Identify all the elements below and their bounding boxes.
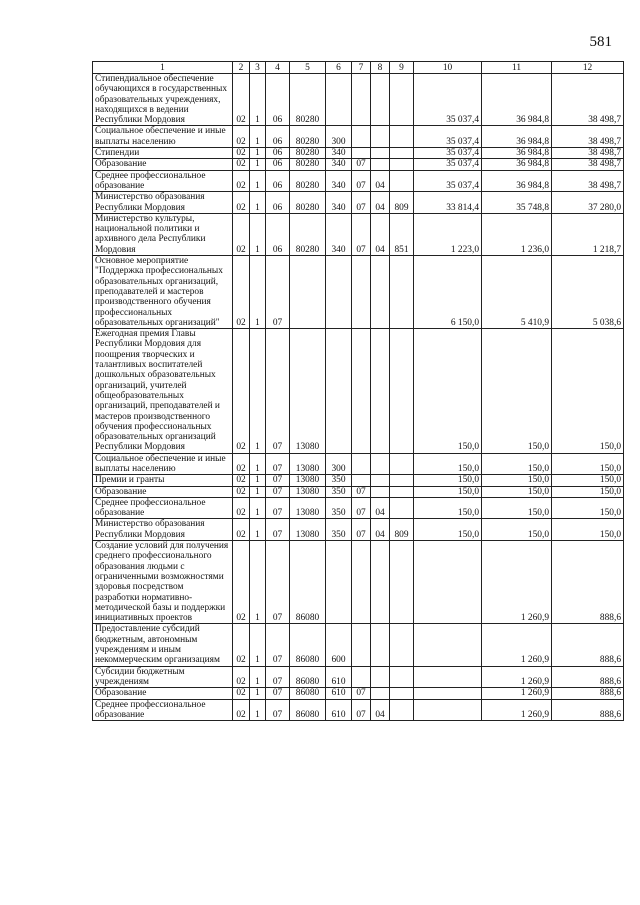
code-cell: 1	[250, 192, 266, 214]
amount-cell: 35 037,4	[414, 126, 482, 148]
table-row	[93, 699, 624, 721]
table-row	[93, 126, 624, 148]
amount-cell: 150,0	[552, 519, 624, 541]
table-row	[93, 688, 624, 699]
code-cell	[290, 256, 326, 329]
code-cell	[352, 148, 371, 159]
table-row	[93, 541, 624, 624]
code-cell	[352, 541, 371, 624]
code-cell: 80280	[290, 170, 326, 192]
amount-cell: 35 037,4	[414, 159, 482, 170]
row-name-cell: Основное мероприятие "Поддержка профессиональных образовательных организаций, преподавателей и мастеров производственного обучения профессиональных образовательных организаций"	[93, 256, 233, 329]
code-cell: 06	[266, 148, 290, 159]
amount-cell: 150,0	[552, 486, 624, 497]
row-name-cell: Среднее профессиональное образование	[93, 699, 233, 721]
table-row	[93, 74, 624, 126]
amount-cell: 150,0	[414, 453, 482, 475]
code-cell: 340	[326, 159, 352, 170]
code-cell: 07	[266, 453, 290, 475]
code-cell: 02	[233, 213, 250, 255]
row-name-cell: Ежегодная премия Главы Республики Мордовия для поощрения творческих и талантливых воспитателей дошкольных образовательных организаций, учителей общеобразовательных организаций, преподавателей и мастеров производственного обучения профессиональных образовательных организаций Республики Мордовия	[93, 329, 233, 454]
code-cell	[390, 541, 414, 624]
amount-cell: 1 260,9	[482, 624, 552, 666]
code-cell: 1	[250, 688, 266, 699]
code-cell: 07	[266, 624, 290, 666]
code-cell	[371, 453, 390, 475]
code-cell	[371, 688, 390, 699]
code-cell: 80280	[290, 159, 326, 170]
amount-cell	[414, 688, 482, 699]
code-cell: 809	[390, 519, 414, 541]
amount-cell: 1 260,9	[482, 688, 552, 699]
row-name-cell: Министерство образования Республики Мордовия	[93, 192, 233, 214]
code-cell: 07	[352, 192, 371, 214]
code-cell: 04	[371, 192, 390, 214]
code-cell: 06	[266, 74, 290, 126]
code-cell: 07	[352, 519, 371, 541]
code-cell: 80280	[290, 213, 326, 255]
table-row	[93, 519, 624, 541]
amount-cell	[414, 666, 482, 688]
code-cell: 340	[326, 148, 352, 159]
code-cell: 04	[371, 213, 390, 255]
code-cell	[326, 256, 352, 329]
code-cell: 80280	[290, 148, 326, 159]
budget-table	[92, 61, 624, 721]
budget-table-body	[93, 74, 624, 721]
amount-cell: 36 984,8	[482, 148, 552, 159]
code-cell	[352, 666, 371, 688]
code-cell: 1	[250, 126, 266, 148]
amount-cell: 150,0	[414, 486, 482, 497]
row-name-cell: Социальное обеспечение и иные выплаты населению	[93, 126, 233, 148]
code-cell	[390, 624, 414, 666]
table-row	[93, 213, 624, 255]
amount-cell: 1 260,9	[482, 541, 552, 624]
amount-cell: 150,0	[414, 329, 482, 454]
code-cell: 02	[233, 541, 250, 624]
column-header: 11	[482, 62, 552, 74]
table-row	[93, 256, 624, 329]
code-cell: 1	[250, 159, 266, 170]
code-cell	[371, 148, 390, 159]
code-cell: 07	[266, 699, 290, 721]
code-cell: 06	[266, 159, 290, 170]
code-cell	[390, 329, 414, 454]
code-cell: 1	[250, 519, 266, 541]
code-cell: 04	[371, 699, 390, 721]
amount-cell: 150,0	[482, 453, 552, 475]
code-cell	[371, 126, 390, 148]
code-cell: 02	[233, 74, 250, 126]
amount-cell: 36 984,8	[482, 126, 552, 148]
code-cell	[371, 256, 390, 329]
code-cell: 07	[352, 688, 371, 699]
row-name-cell: Стипендии	[93, 148, 233, 159]
code-cell: 610	[326, 699, 352, 721]
code-cell: 02	[233, 159, 250, 170]
amount-cell: 38 498,7	[552, 159, 624, 170]
amount-cell: 150,0	[414, 475, 482, 486]
amount-cell: 150,0	[482, 329, 552, 454]
code-cell: 07	[352, 497, 371, 519]
code-cell	[326, 74, 352, 126]
row-name-cell: Образование	[93, 688, 233, 699]
code-cell: 02	[233, 519, 250, 541]
code-cell	[371, 74, 390, 126]
code-cell	[390, 74, 414, 126]
code-cell: 04	[371, 170, 390, 192]
amount-cell: 150,0	[552, 475, 624, 486]
amount-cell	[414, 541, 482, 624]
amount-cell: 6 150,0	[414, 256, 482, 329]
amount-cell: 150,0	[552, 497, 624, 519]
code-cell: 07	[266, 329, 290, 454]
code-cell: 86080	[290, 541, 326, 624]
table-row	[93, 497, 624, 519]
amount-cell: 150,0	[414, 519, 482, 541]
code-cell: 1	[250, 486, 266, 497]
code-cell	[371, 329, 390, 454]
amount-cell: 5 410,9	[482, 256, 552, 329]
code-cell: 06	[266, 192, 290, 214]
amount-cell: 33 814,4	[414, 192, 482, 214]
code-cell: 610	[326, 688, 352, 699]
code-cell: 350	[326, 519, 352, 541]
code-cell: 07	[266, 688, 290, 699]
amount-cell	[414, 624, 482, 666]
code-cell: 1	[250, 475, 266, 486]
amount-cell: 5 038,6	[552, 256, 624, 329]
row-name-cell: Премии и гранты	[93, 475, 233, 486]
code-cell: 1	[250, 453, 266, 475]
code-cell	[352, 624, 371, 666]
code-cell: 07	[266, 519, 290, 541]
row-name-cell: Субсидии бюджетным учреждениям	[93, 666, 233, 688]
table-row	[93, 170, 624, 192]
amount-cell	[414, 699, 482, 721]
code-cell: 1	[250, 497, 266, 519]
code-cell: 02	[233, 256, 250, 329]
code-cell	[371, 486, 390, 497]
amount-cell: 1 260,9	[482, 666, 552, 688]
amount-cell: 1 260,9	[482, 699, 552, 721]
amount-cell: 888,6	[552, 688, 624, 699]
code-cell: 02	[233, 126, 250, 148]
amount-cell: 38 498,7	[552, 170, 624, 192]
code-cell: 07	[352, 170, 371, 192]
code-cell: 13080	[290, 486, 326, 497]
code-cell: 86080	[290, 666, 326, 688]
code-cell	[390, 170, 414, 192]
amount-cell: 888,6	[552, 624, 624, 666]
code-cell: 1	[250, 541, 266, 624]
code-cell: 07	[266, 486, 290, 497]
code-cell: 07	[352, 486, 371, 497]
amount-cell: 1 218,7	[552, 213, 624, 255]
column-header: 7	[352, 62, 371, 74]
column-header: 6	[326, 62, 352, 74]
code-cell	[352, 329, 371, 454]
code-cell: 1	[250, 624, 266, 666]
amount-cell: 150,0	[482, 519, 552, 541]
code-cell: 13080	[290, 497, 326, 519]
code-cell: 02	[233, 688, 250, 699]
amount-cell: 36 984,8	[482, 159, 552, 170]
column-header: 3	[250, 62, 266, 74]
amount-cell: 36 984,8	[482, 74, 552, 126]
code-cell: 1	[250, 74, 266, 126]
code-cell	[390, 688, 414, 699]
code-cell: 02	[233, 699, 250, 721]
amount-cell: 150,0	[482, 475, 552, 486]
code-cell: 06	[266, 170, 290, 192]
code-cell: 04	[371, 519, 390, 541]
row-name-cell: Социальное обеспечение и иные выплаты населению	[93, 453, 233, 475]
amount-cell: 150,0	[552, 453, 624, 475]
code-cell: 340	[326, 170, 352, 192]
code-cell: 86080	[290, 688, 326, 699]
table-row	[93, 486, 624, 497]
code-cell: 07	[266, 475, 290, 486]
row-name-cell: Министерство культуры, национальной политики и архивного дела Республики Мордовия	[93, 213, 233, 255]
code-cell: 07	[266, 256, 290, 329]
amount-cell: 35 037,4	[414, 170, 482, 192]
code-cell: 02	[233, 624, 250, 666]
code-cell: 02	[233, 497, 250, 519]
table-row	[93, 624, 624, 666]
code-cell	[352, 256, 371, 329]
code-cell	[390, 159, 414, 170]
code-cell	[352, 475, 371, 486]
row-name-cell: Министерство образования Республики Мордовия	[93, 519, 233, 541]
code-cell	[390, 148, 414, 159]
code-cell: 851	[390, 213, 414, 255]
table-row	[93, 329, 624, 454]
row-name-cell: Образование	[93, 486, 233, 497]
row-name-cell: Стипендиальное обеспечение обучающихся в государственных образовательных учреждениях, находящихся в ведении Республики Мордовия	[93, 74, 233, 126]
code-cell: 1	[250, 213, 266, 255]
code-cell	[352, 126, 371, 148]
column-header: 9	[390, 62, 414, 74]
code-cell	[326, 329, 352, 454]
column-header: 10	[414, 62, 482, 74]
table-row	[93, 148, 624, 159]
code-cell: 06	[266, 126, 290, 148]
amount-cell: 888,6	[552, 666, 624, 688]
amount-cell: 37 280,0	[552, 192, 624, 214]
row-name-cell: Среднее профессиональное образование	[93, 497, 233, 519]
code-cell	[371, 475, 390, 486]
code-cell: 07	[266, 497, 290, 519]
code-cell: 350	[326, 486, 352, 497]
code-cell: 07	[352, 159, 371, 170]
table-row	[93, 475, 624, 486]
code-cell: 02	[233, 170, 250, 192]
table-row	[93, 192, 624, 214]
code-cell: 80280	[290, 74, 326, 126]
code-cell: 07	[352, 213, 371, 255]
code-cell: 02	[233, 486, 250, 497]
row-name-cell: Предоставление субсидий бюджетным, автономным учреждениям и иным некоммерческим организациям	[93, 624, 233, 666]
amount-cell: 35 037,4	[414, 74, 482, 126]
amount-cell: 1 236,0	[482, 213, 552, 255]
code-cell	[352, 453, 371, 475]
code-cell	[390, 126, 414, 148]
code-cell: 1	[250, 256, 266, 329]
code-cell	[371, 666, 390, 688]
amount-cell: 35 037,4	[414, 148, 482, 159]
code-cell: 07	[266, 666, 290, 688]
amount-cell: 888,6	[552, 699, 624, 721]
code-cell: 340	[326, 192, 352, 214]
code-cell: 13080	[290, 475, 326, 486]
amount-cell: 150,0	[482, 486, 552, 497]
code-cell	[390, 666, 414, 688]
table-row	[93, 159, 624, 170]
column-header: 2	[233, 62, 250, 74]
code-cell: 02	[233, 666, 250, 688]
code-cell: 300	[326, 453, 352, 475]
code-cell: 86080	[290, 699, 326, 721]
code-cell: 06	[266, 213, 290, 255]
column-header: 12	[552, 62, 624, 74]
code-cell	[371, 159, 390, 170]
code-cell: 340	[326, 213, 352, 255]
amount-cell: 150,0	[552, 329, 624, 454]
code-cell: 350	[326, 475, 352, 486]
code-cell: 02	[233, 192, 250, 214]
code-cell: 600	[326, 624, 352, 666]
amount-cell: 38 498,7	[552, 126, 624, 148]
amount-cell: 38 498,7	[552, 148, 624, 159]
code-cell: 610	[326, 666, 352, 688]
code-cell: 02	[233, 453, 250, 475]
amount-cell: 38 498,7	[552, 74, 624, 126]
code-cell: 300	[326, 126, 352, 148]
table-row	[93, 453, 624, 475]
code-cell: 1	[250, 329, 266, 454]
column-number-header	[93, 62, 624, 74]
row-name-cell: Образование	[93, 159, 233, 170]
code-cell: 02	[233, 148, 250, 159]
code-cell	[390, 453, 414, 475]
code-cell: 13080	[290, 519, 326, 541]
code-cell	[326, 541, 352, 624]
column-header: 4	[266, 62, 290, 74]
page-number: 581	[589, 34, 612, 50]
code-cell: 86080	[290, 624, 326, 666]
code-cell: 80280	[290, 126, 326, 148]
amount-cell: 150,0	[482, 497, 552, 519]
code-cell: 1	[250, 148, 266, 159]
row-name-cell: Создание условий для получения среднего профессионального образования людьми с ограниченными возможностями здоровья посредством разработки нормативно-методической базы и поддержки инициативных проектов	[93, 541, 233, 624]
code-cell: 1	[250, 170, 266, 192]
amount-cell: 1 223,0	[414, 213, 482, 255]
code-cell	[390, 475, 414, 486]
code-cell: 1	[250, 699, 266, 721]
code-cell: 13080	[290, 329, 326, 454]
column-header: 8	[371, 62, 390, 74]
table-row	[93, 666, 624, 688]
amount-cell: 888,6	[552, 541, 624, 624]
amount-cell: 150,0	[414, 497, 482, 519]
code-cell	[352, 74, 371, 126]
code-cell: 04	[371, 497, 390, 519]
code-cell	[371, 541, 390, 624]
code-cell	[390, 256, 414, 329]
code-cell: 809	[390, 192, 414, 214]
code-cell	[390, 699, 414, 721]
code-cell: 80280	[290, 192, 326, 214]
code-cell: 350	[326, 497, 352, 519]
code-cell: 13080	[290, 453, 326, 475]
code-cell	[390, 497, 414, 519]
column-header: 1	[93, 62, 233, 74]
code-cell: 07	[266, 541, 290, 624]
amount-cell: 35 748,8	[482, 192, 552, 214]
row-name-cell: Среднее профессиональное образование	[93, 170, 233, 192]
amount-cell: 36 984,8	[482, 170, 552, 192]
column-header: 5	[290, 62, 326, 74]
code-cell	[371, 624, 390, 666]
code-cell	[390, 486, 414, 497]
code-cell: 02	[233, 329, 250, 454]
code-cell: 07	[352, 699, 371, 721]
code-cell: 02	[233, 475, 250, 486]
code-cell: 1	[250, 666, 266, 688]
